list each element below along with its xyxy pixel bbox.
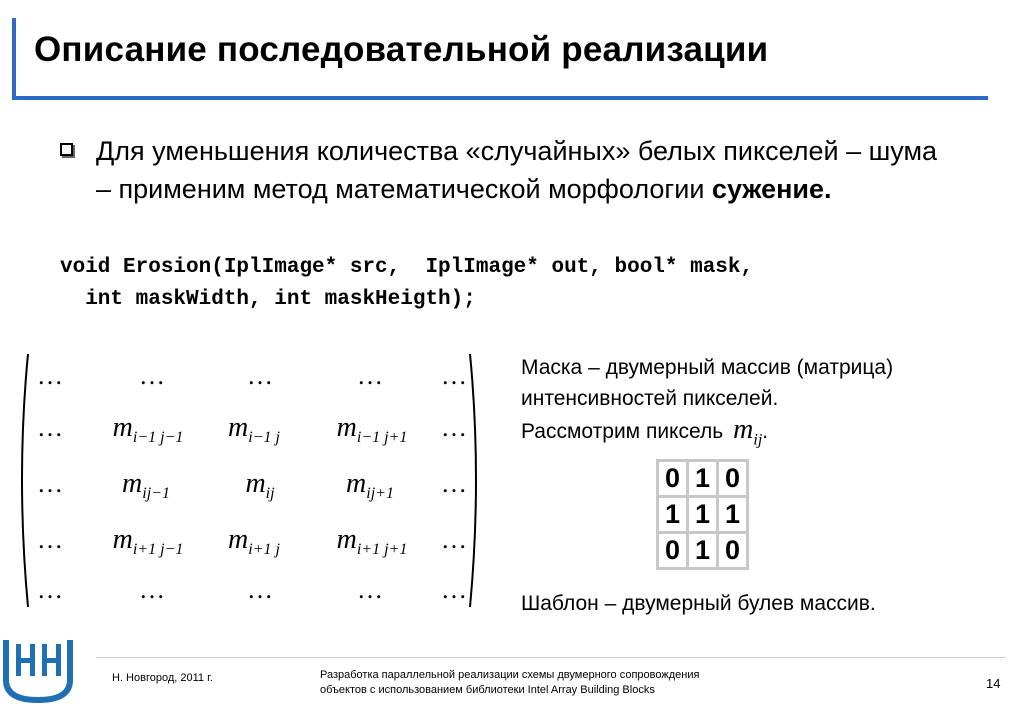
- mask-grid-cell: 0: [718, 461, 748, 497]
- mask-grid-cell: 1: [718, 497, 748, 533]
- matrix-dots: …: [247, 575, 273, 604]
- mask-grid-cell: 1: [658, 497, 688, 533]
- matrix-dots: …: [37, 361, 63, 390]
- mask-grid-row: [658, 533, 748, 569]
- matrix-cell: $m_{i-1 j+1}$: [336, 412, 408, 447]
- matrix-dots: …: [357, 575, 383, 604]
- matrix-row-1: [14, 408, 484, 458]
- code-line-2: int maskWidth, int maskHeigth);: [60, 288, 476, 311]
- matrix-dots: …: [441, 525, 467, 554]
- mask-grid-cell: 0: [658, 533, 688, 569]
- mask-caption: Шаблон – двумерный булев массив.: [521, 592, 876, 615]
- matrix-dots: …: [247, 361, 273, 390]
- mask-grid-cell: 0: [658, 461, 688, 497]
- matrix-dots: …: [37, 525, 63, 554]
- matrix-row-2: [14, 464, 484, 514]
- footer-project-line-1: Разработка параллельной реализации схемы двумерного сопровождения: [320, 669, 700, 681]
- mask-grid-row: [658, 497, 748, 533]
- footer-project-line-2: объектов с использованием библиотеки Intel Array Building Blocks: [320, 684, 655, 696]
- bullet-text: [96, 132, 956, 208]
- matrix-row-0: [14, 356, 484, 406]
- matrix-cell: $m_{ij+1}$: [346, 468, 394, 503]
- matrix-cell: $m_{i-1 j-1}$: [112, 412, 184, 447]
- description-line-2: интенсивностей пикселей.: [521, 387, 779, 410]
- code-line-1: void Erosion(IplImage* src, IplImage* out, bool* mask,: [60, 256, 754, 279]
- mask-grid-cell: 1: [688, 497, 718, 533]
- unn-logo-icon: [2, 634, 78, 709]
- matrix-row-3: [14, 520, 484, 570]
- description-line-1: Маска – двумерный массив (матрица): [521, 356, 894, 379]
- matrix-dots: …: [441, 575, 467, 604]
- page-number: 14: [986, 676, 1001, 691]
- matrix-dots: …: [357, 361, 383, 390]
- mask-grid-cell: 1: [688, 461, 718, 497]
- title-underline: [12, 96, 988, 100]
- bullet-text-bold: сужение.: [711, 174, 832, 204]
- matrix-dots: …: [139, 575, 165, 604]
- matrix-cell: $m_{ij}$: [245, 468, 275, 503]
- bullet-text-normal: Для уменьшения количества «случайных» белых пикселей – шума – применим метод математической морфологии: [96, 136, 938, 204]
- matrix-cell: $m_{i+1 j}$: [228, 524, 280, 559]
- pixel-matrix: [14, 348, 484, 613]
- matrix-cell: $m_{ij-1}$: [122, 468, 170, 503]
- matrix-row-4: [14, 570, 484, 620]
- slide-title: Описание последовательной реализации: [34, 30, 769, 69]
- matrix-dots: …: [37, 575, 63, 604]
- matrix-cell: $m_{i+1 j-1}$: [112, 524, 184, 559]
- mask-grid-cell: 0: [718, 533, 748, 569]
- matrix-cell: $m_{i+1 j+1}$: [336, 524, 408, 559]
- mask-grid-row: [658, 461, 748, 497]
- code-block: [60, 252, 753, 316]
- matrix-dots: …: [441, 469, 467, 498]
- matrix-dots: …: [441, 361, 467, 390]
- description-line-3: Рассмотрим пиксель $m_{ij}$.: [521, 414, 1001, 456]
- matrix-dots: …: [441, 413, 467, 442]
- pixel-symbol: $m_{ij}$: [733, 414, 763, 449]
- footer-location: Н. Новгород, 2011 г.: [112, 672, 213, 684]
- footer-project: [320, 668, 840, 698]
- checkbox-bullet-icon: [60, 143, 73, 156]
- matrix-dots: …: [37, 469, 63, 498]
- title-accent-bar: [12, 18, 16, 100]
- footer-divider: [96, 657, 1006, 658]
- matrix-cell: $m_{i-1 j}$: [228, 412, 280, 447]
- mask-grid: [656, 459, 749, 570]
- matrix-dots: …: [139, 361, 165, 390]
- mask-description: [521, 352, 1001, 456]
- matrix-dots: …: [37, 413, 63, 442]
- mask-grid-cell: 1: [688, 533, 718, 569]
